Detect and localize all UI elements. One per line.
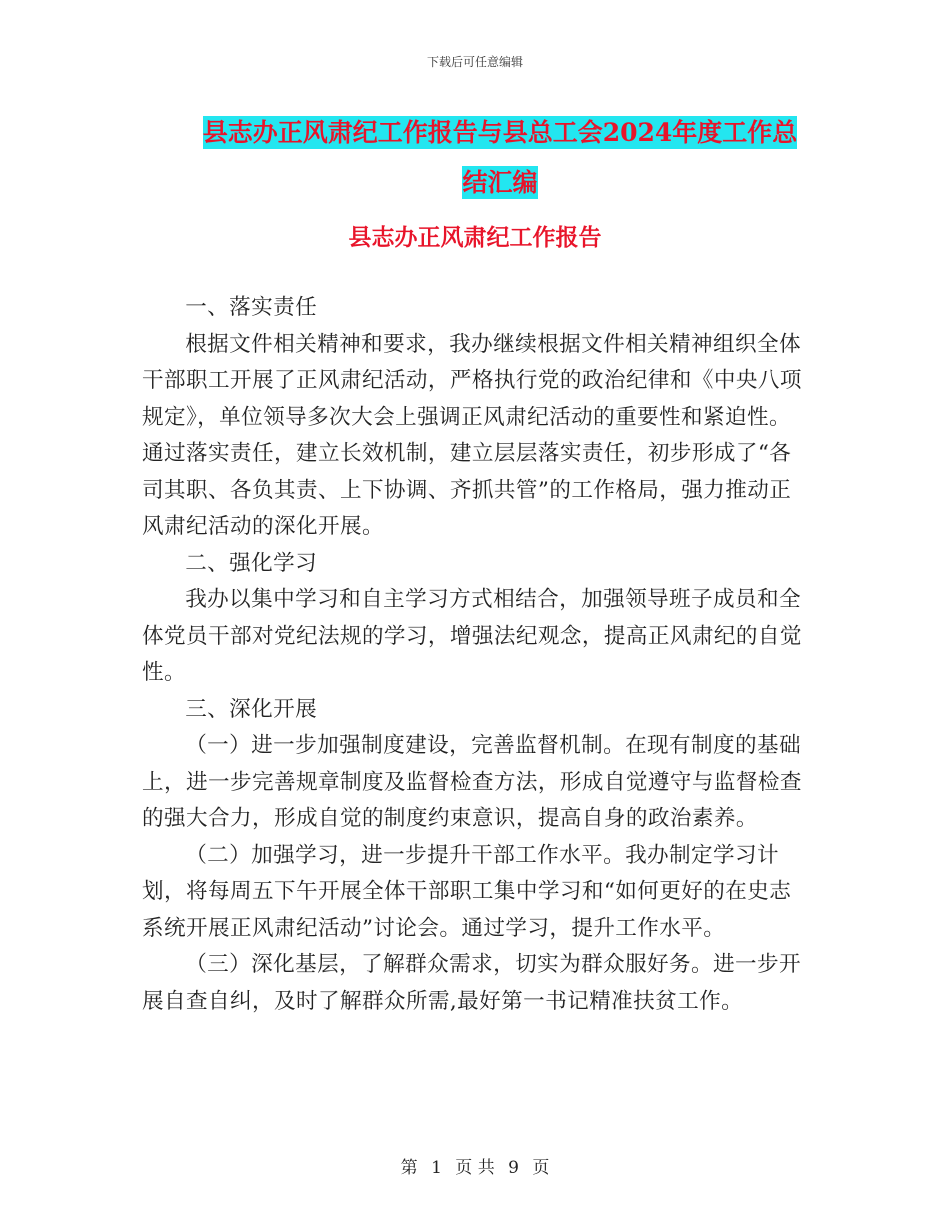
heading-study: 二、强化学习 bbox=[185, 550, 318, 576]
section-title: 县志办正风肃纪工作报告 bbox=[348, 224, 602, 251]
document-title bbox=[140, 108, 860, 208]
header-note: 下载后可任意编辑 bbox=[426, 55, 523, 69]
document-body bbox=[142, 290, 808, 1020]
heading-responsibility: 一、落实责任 bbox=[185, 295, 318, 320]
paragraph-deepen-1: （一）进一步加强制度建设，完善监督机制。在现有制度的基础上，进一步完善规章制度及监督检查方法，形成自觉遵守与监督检查的强大合力，形成自觉的制度约束意识，提高自身的政治素养。 bbox=[142, 733, 802, 831]
paragraph-deepen-3: （三）深化基层，了解群众需求，切实为群众服好务。进一步开展自查自纠，及时了解群众所需,最好第一书记精准扶贫工作。 bbox=[142, 952, 802, 1014]
document-title-line-2: 结汇编 bbox=[462, 168, 538, 197]
paragraph-responsibility: 根据文件相关精神和要求，我办继续根据文件相关精神组织全体干部职工开展了正风肃纪活动，严格执行党的政治纪律和《中央八项规定》，单位领导多次大会上强调正风肃纪活动的重要性和紧迫性。通过落实责任，建立长效机制，建立层层落实责任，初步形成了“各司其职、各负其责、上下协调、齐抓共管”的工作格局，强力推动正风肃纪活动的深化开展。 bbox=[142, 331, 802, 539]
footer-suffix: 页 bbox=[532, 1158, 550, 1178]
page-footer bbox=[0, 1153, 950, 1178]
footer-prefix: 第 bbox=[400, 1158, 418, 1178]
heading-deepen: 三、深化开展 bbox=[185, 696, 318, 722]
footer-middle: 页 共 bbox=[455, 1158, 495, 1178]
document-title-line-1: 县志办正风肃纪工作报告与县总工会2024年度工作总 bbox=[202, 118, 798, 147]
paragraph-deepen-2: （二）加强学习，进一步提升干部工作水平。我办制定学习计划，将每周五下午开展全体干部职工集中学习和“如何更好的在史志系统开展正风肃纪活动”讨论会。通过学习，提升工作水平。 bbox=[142, 842, 792, 941]
paragraph-study: 我办以集中学习和自主学习方式相结合，加强领导班子成员和全体党员干部对党纪法规的学习，增强法纪观念，提高正风肃纪的自觉性。 bbox=[142, 587, 802, 685]
footer-page-number: 1 bbox=[431, 1158, 442, 1178]
footer-total-pages: 9 bbox=[508, 1158, 519, 1178]
